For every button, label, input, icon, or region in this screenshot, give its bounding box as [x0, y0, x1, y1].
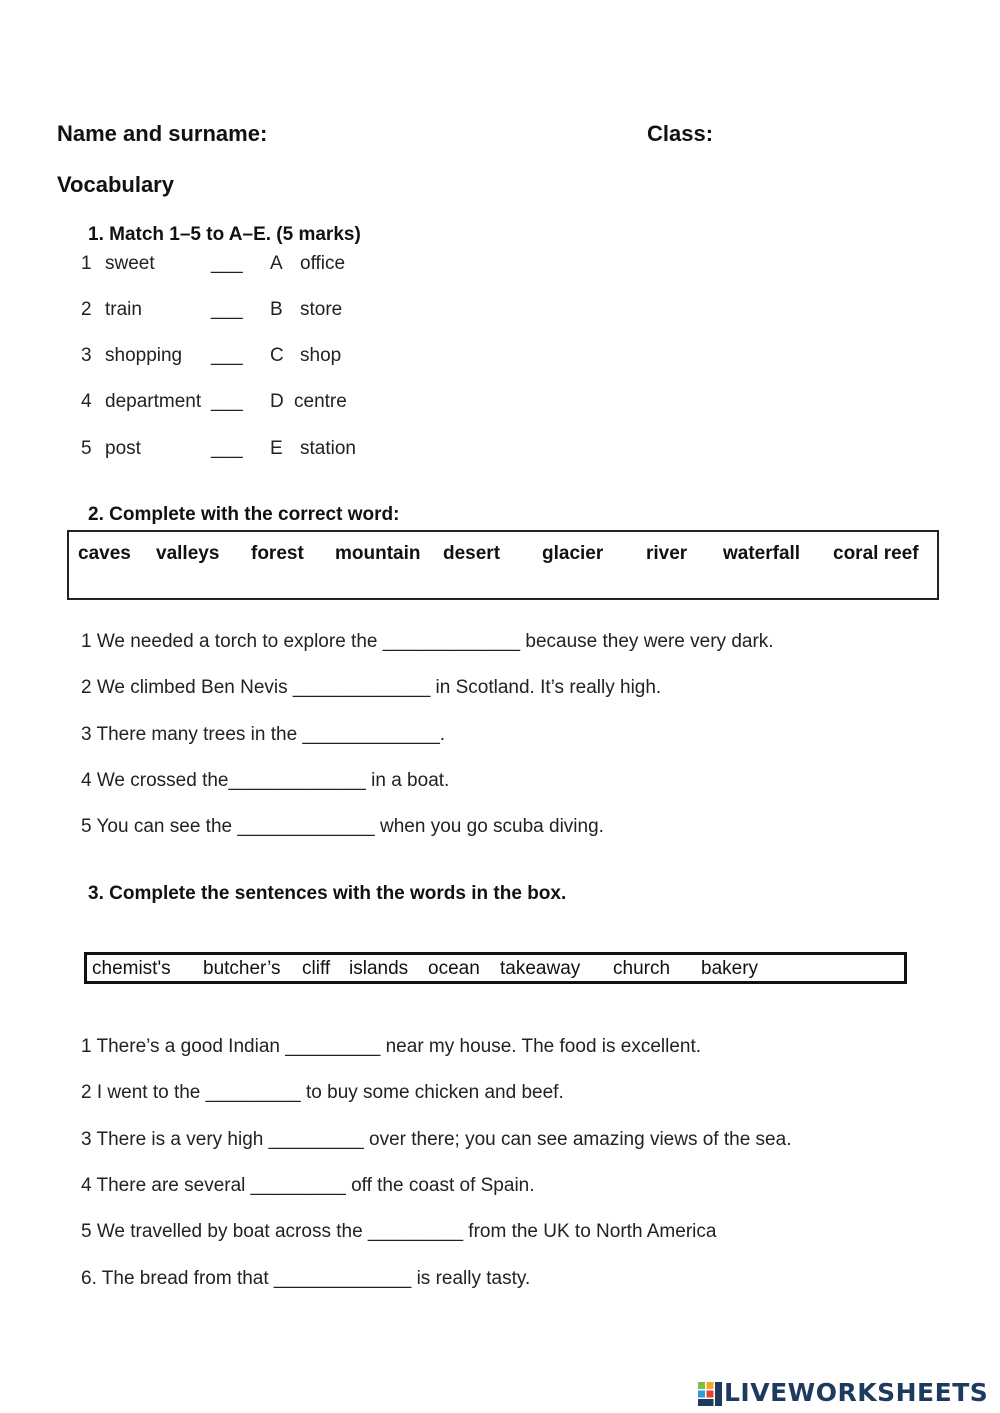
word-box-item: ocean [428, 958, 480, 979]
q1-letter: A [270, 253, 283, 274]
word-box-item: butcher’s [203, 958, 281, 979]
q3-word-box [84, 952, 907, 984]
q1-num: 3 [81, 345, 92, 366]
q1-match: centre [294, 391, 347, 412]
q1-answer-blank[interactable]: ___ [211, 391, 243, 412]
q1-match: station [300, 438, 356, 459]
q1-num: 2 [81, 299, 92, 320]
word-box-item: desert [443, 543, 501, 564]
q2-sentence[interactable]: 2 We climbed Ben Nevis _____________ in Scotland. It’s really high. [81, 677, 662, 698]
word-box-item: church [613, 958, 671, 979]
q1-answer-blank[interactable]: ___ [211, 345, 243, 366]
q1-letter: B [270, 299, 283, 320]
word-box-item: chemist's [92, 958, 171, 979]
q3-sentence[interactable]: 5 We travelled by boat across the _________ from the UK to North America [81, 1221, 717, 1242]
q1-word: shopping [105, 345, 183, 366]
q1-answer-blank[interactable]: ___ [211, 299, 243, 320]
word-box-item: coral reef [833, 543, 919, 564]
name-surname-label: Name and surname: [57, 121, 268, 146]
q1-match: store [300, 299, 343, 320]
q1-letter: C [270, 345, 284, 366]
q2-sentence[interactable]: 4 We crossed the_____________ in a boat. [81, 770, 450, 791]
word-box-item: takeaway [500, 958, 581, 979]
word-box-item: river [646, 543, 688, 564]
q1-title: 1. Match 1–5 to A–E. (5 marks) [88, 224, 361, 245]
q1-match: shop [300, 345, 342, 366]
q1-word: train [105, 299, 142, 320]
word-box-item: forest [251, 543, 304, 564]
q1-letter: E [270, 438, 283, 459]
q3-sentence[interactable]: 3 There is a very high _________ over there; you can see amazing views of the sea. [81, 1129, 792, 1150]
q3-sentence[interactable]: 6. The bread from that _____________ is really tasty. [81, 1268, 531, 1289]
q1-match: office [300, 253, 346, 274]
q1-num: 4 [81, 391, 92, 412]
q2-title: 2. Complete with the correct word: [88, 504, 400, 525]
q1-word: post [105, 438, 141, 459]
q2-sentence[interactable]: 3 There many trees in the _____________. [81, 724, 446, 745]
word-box-item: islands [349, 958, 409, 979]
q1-num: 5 [81, 438, 92, 459]
q2-sentence[interactable]: 1 We needed a torch to explore the _____________ because they were very dark. [81, 631, 774, 652]
word-box-item: caves [78, 543, 131, 564]
q2-word-box [67, 530, 939, 600]
q1-letter: D [270, 391, 284, 412]
q3-sentence[interactable]: 2 I went to the _________ to buy some chicken and beef. [81, 1082, 564, 1103]
word-box-item: cliff [302, 958, 331, 979]
q3-sentence[interactable]: 1 There’s a good Indian _________ near my house. The food is excellent. [81, 1036, 702, 1057]
liveworksheets-logo-icon [697, 1381, 723, 1407]
word-box-item: glacier [542, 543, 604, 564]
section-title: Vocabulary [57, 172, 174, 197]
q1-answer-blank[interactable]: ___ [211, 253, 243, 274]
q3-sentence[interactable]: 4 There are several _________ off the coast of Spain. [81, 1175, 535, 1196]
q2-sentence[interactable]: 5 You can see the _____________ when you go scuba diving. [81, 816, 604, 837]
liveworksheets-logo-text: LIVEWORKSHEETS [724, 1378, 989, 1407]
word-box-item: bakery [701, 958, 759, 979]
q1-word: sweet [105, 253, 155, 274]
class-label: Class: [647, 121, 714, 146]
q1-num: 1 [81, 253, 92, 274]
q1-answer-blank[interactable]: ___ [211, 438, 243, 459]
q1-word: department [105, 391, 202, 412]
word-box-item: valleys [156, 543, 220, 564]
word-box-item: mountain [335, 543, 421, 564]
q3-title: 3. Complete the sentences with the words in the box. [88, 883, 567, 904]
word-box-item: waterfall [723, 543, 801, 564]
